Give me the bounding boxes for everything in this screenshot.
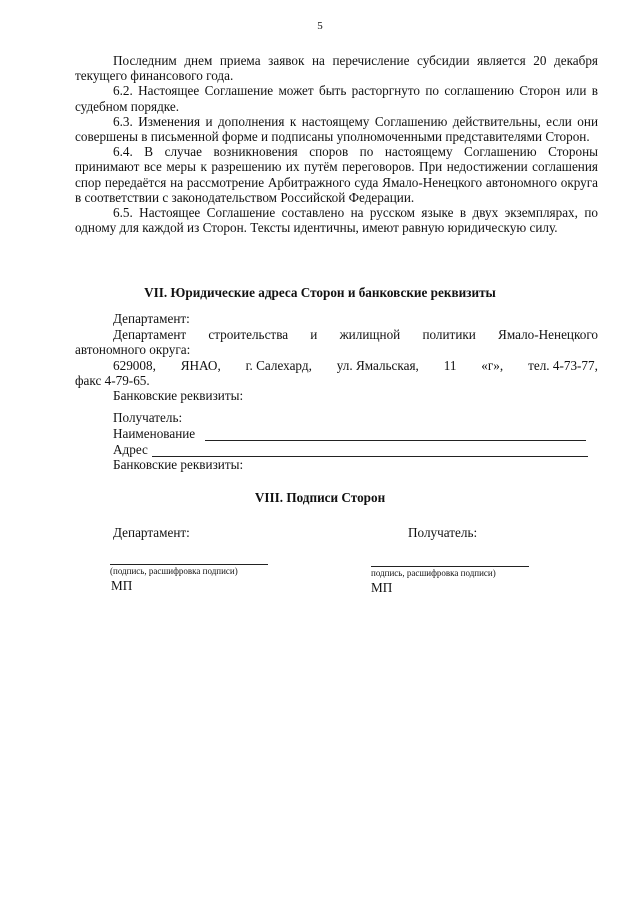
- paragraph-6-5: 6.5. Настоящее Соглашение составлено на русском языке в двух экземплярах, по одному для каждой из Сторон. Тексты идентичны, имеют равную юридическую силу.: [75, 205, 598, 236]
- department-name-line: [113, 327, 598, 342]
- department-address: [113, 358, 598, 373]
- right-stamp-place: МП: [371, 580, 393, 595]
- address-building-letter: «г»,: [481, 358, 504, 373]
- address-phone: тел. 4-73-77,: [528, 358, 598, 373]
- section-8-title: VIII. Подписи Сторон: [254, 490, 386, 505]
- paragraph-6-4: 6.4. В случае возникновения споров по настоящему Соглашению Стороны принимают все меры к разрешению их путём переговоров. При недостижении соглашения спор передаётся на рассмотрение Арбитражного суда Ямало-Ненецкого автономного округа в соответствии с законодательством Российской Федерации.: [75, 144, 598, 205]
- recipient-name-field-line: [205, 440, 586, 441]
- recipient-address-label: Адрес: [113, 442, 148, 457]
- address-building: 11: [443, 358, 457, 373]
- left-signature-line: [110, 564, 268, 565]
- clauses-block: [75, 53, 598, 235]
- recipient-label: Получатель:: [113, 410, 183, 425]
- left-signature-caption: (подпись, расшифровка подписи): [110, 566, 238, 576]
- signature-left-party: Департамент:: [113, 525, 190, 540]
- address-street: ул. Ямальская,: [336, 358, 419, 373]
- paragraph-6-3: 6.3. Изменения и дополнения к настоящему Соглашению действительны, если они совершены в письменной форме и подписаны уполномоченными представителями Сторон.: [75, 113, 598, 145]
- page-number: 5: [317, 20, 323, 32]
- department-bank-label: Банковские реквизиты:: [113, 388, 244, 403]
- department-label: Департамент:: [113, 311, 190, 326]
- address-postcode: 629008,: [113, 358, 156, 373]
- section-7-title: VII. Юридические адреса Сторон и банковские реквизиты: [144, 285, 496, 300]
- paragraph-application-deadline: Последним днем приема заявок на перечисление субсидии является 20 декабря текущего финансового года.: [75, 53, 598, 84]
- signature-right-party: Получатель:: [408, 525, 478, 540]
- paragraph-6-2: 6.2. Настоящее Соглашение может быть расторгнуто по соглашению Сторон или в судебном порядке.: [75, 83, 598, 114]
- left-stamp-place: МП: [111, 578, 133, 593]
- recipient-bank-label: Банковские реквизиты:: [113, 457, 244, 472]
- right-signature-line: [371, 566, 529, 567]
- department-name: Департамент строительства и жилищной политики Ямало-Ненецкого: [113, 327, 598, 342]
- recipient-name-label: Наименование: [113, 426, 196, 441]
- department-fax: факс 4-79-65.: [75, 373, 150, 388]
- right-signature-caption: подпись, расшифровка подписи): [371, 568, 496, 578]
- address-city: г. Салехард,: [245, 358, 312, 373]
- address-region: ЯНАО,: [180, 358, 221, 373]
- department-name-continued: автономного округа:: [75, 342, 191, 357]
